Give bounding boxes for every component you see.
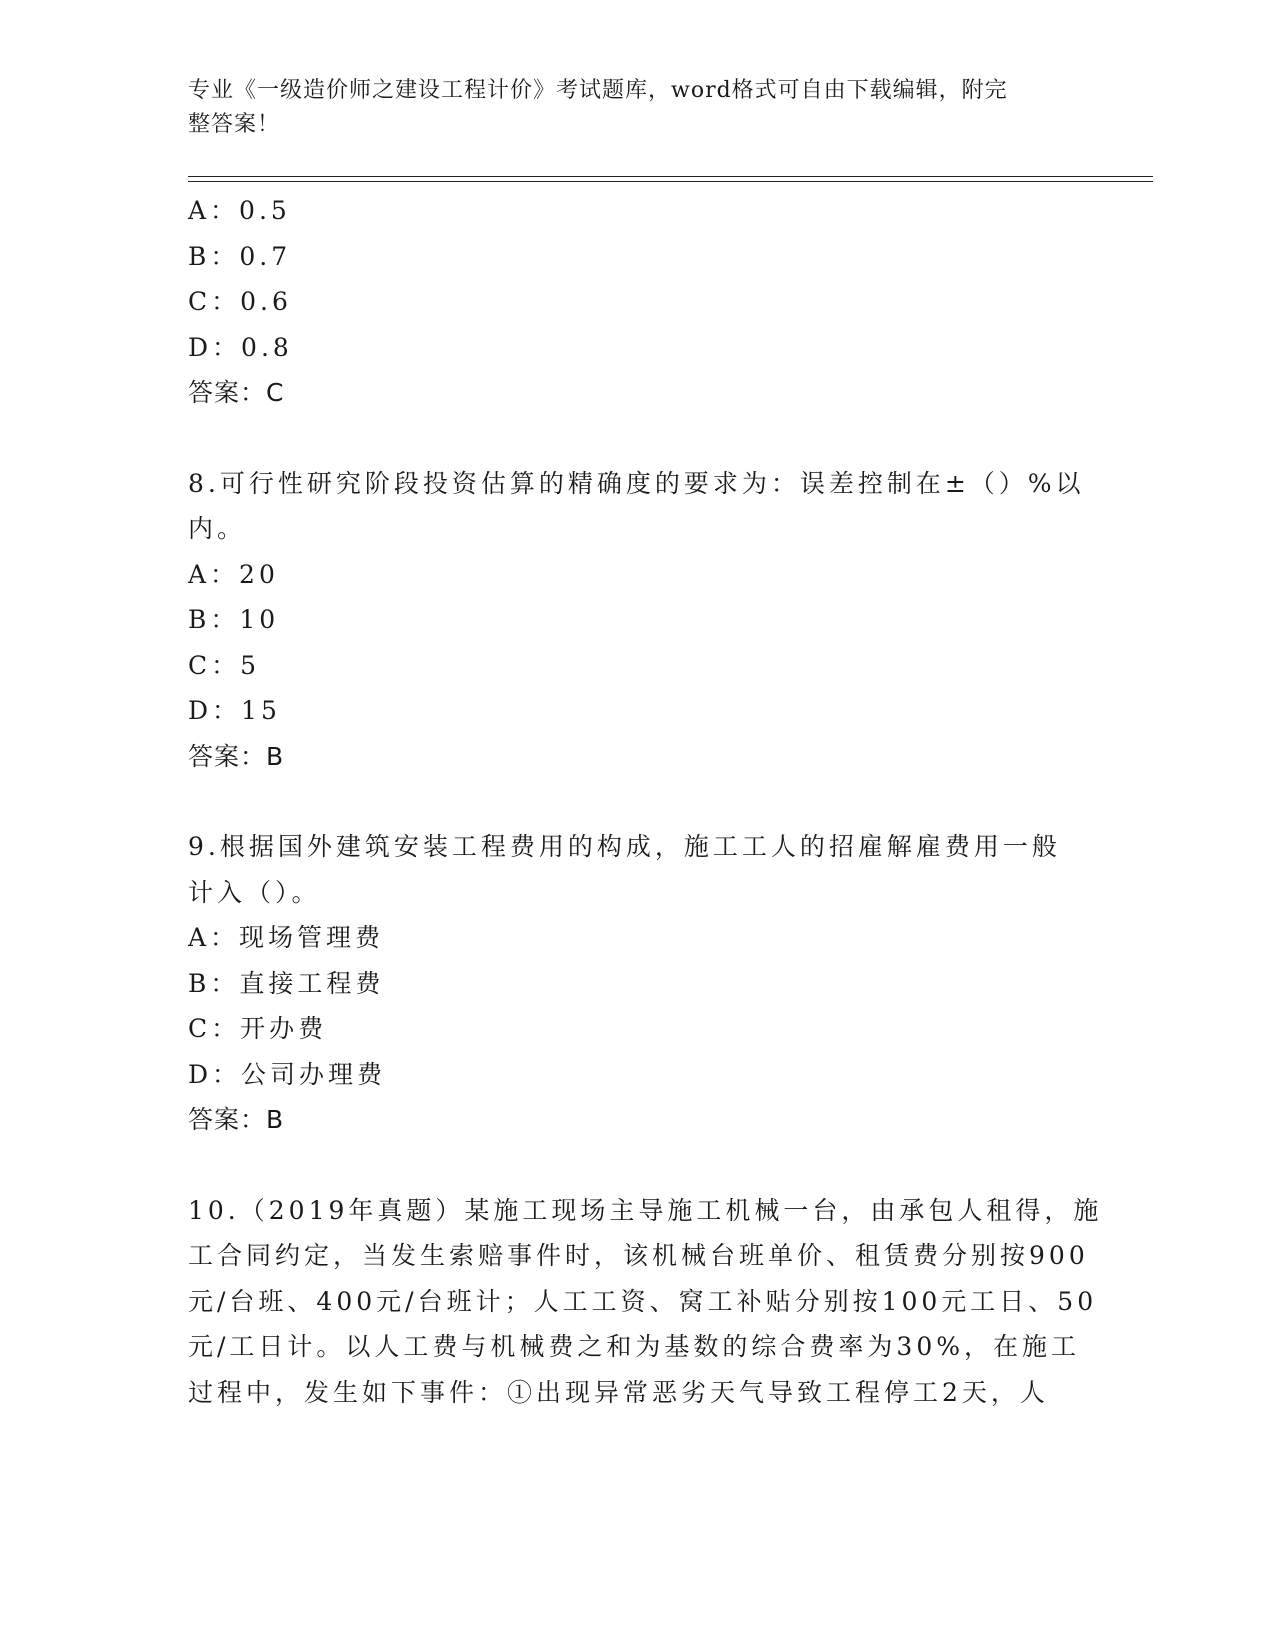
- option-b: B：直接工程费: [188, 968, 385, 998]
- option-a: A：20: [188, 559, 279, 589]
- question-text: 8.可行性研究阶段投资估算的精确度的要求为：误差控制在±（）%以: [188, 468, 1085, 498]
- question-text: 过程中，发生如下事件：①出现异常恶劣天气导致工程停工2天，人: [188, 1377, 1049, 1407]
- option-c: C：开办费: [188, 1014, 328, 1043]
- question-text: 10.（2019年真题）某施工现场主导施工机械一台，由承包人租得，施: [188, 1195, 1103, 1225]
- option-c: C：0.6: [188, 287, 292, 316]
- answer: 答案：B: [188, 1105, 285, 1134]
- question-text: 计入（）。: [188, 877, 321, 907]
- option-a: A：现场管理费: [188, 923, 385, 952]
- question-text: 工合同约定，当发生索赔事件时，该机械台班单价、租赁费分别按900: [188, 1241, 1089, 1270]
- spacer: [188, 779, 1088, 824]
- page-header: [188, 74, 1068, 142]
- question-text: 9.根据国外建筑安装工程费用的构成，施工工人的招雇解雇费用一般: [188, 832, 1061, 861]
- option-b: B：0.7: [188, 241, 292, 271]
- question-text: 内。: [188, 514, 247, 543]
- option-d: D：15: [188, 696, 281, 725]
- question-text: 元/台班、400元/台班计；人工工资、窝工补贴分别按100元工日、50: [188, 1286, 1098, 1316]
- question-7-options: [188, 188, 1088, 416]
- question-text: 元/工日计。以人工费与机械费之和为基数的综合费率为30%，在施工: [188, 1332, 1080, 1361]
- question-content: [188, 188, 1103, 1415]
- header-line-1: 专业《一级造价师之建设工程计价》考试题库，word格式可自由下载编辑，附完: [188, 78, 1008, 103]
- option-b: B：10: [188, 605, 280, 634]
- spacer: [188, 416, 1088, 461]
- option-c: C：5: [188, 650, 261, 680]
- answer: 答案：B: [188, 741, 285, 771]
- spacer: [188, 1143, 1088, 1188]
- header-rule-bottom: [188, 181, 1153, 182]
- option-a: A：0.5: [188, 196, 291, 225]
- header-line-2: 整答案！: [188, 112, 281, 137]
- question-10: [188, 1188, 1103, 1416]
- question-9: [188, 824, 1088, 1143]
- answer: 答案：C: [188, 378, 285, 407]
- question-8: [188, 461, 1088, 780]
- header-rule-top: [188, 176, 1153, 177]
- option-d: D：公司办理费: [188, 1059, 387, 1089]
- option-d: D：0.8: [188, 332, 293, 362]
